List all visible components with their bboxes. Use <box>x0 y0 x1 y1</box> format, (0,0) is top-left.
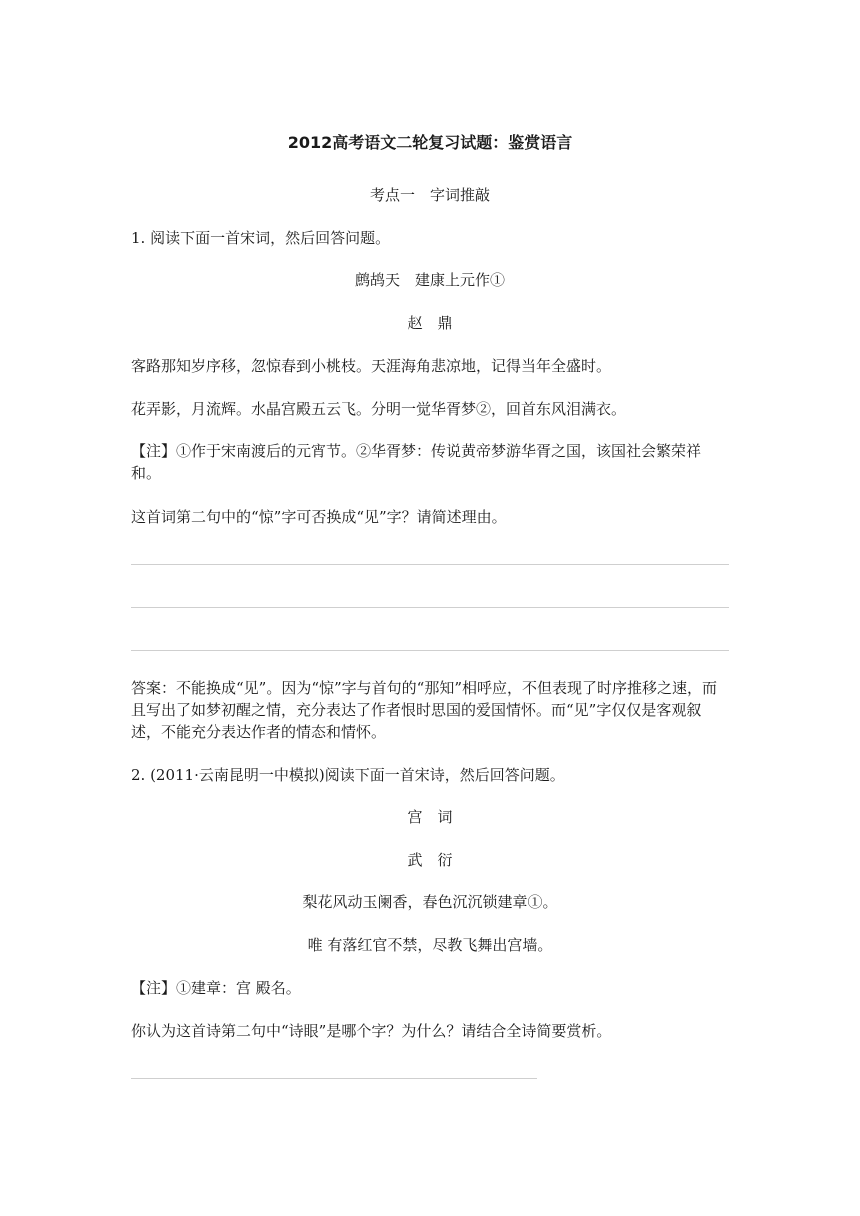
answer-line-1 <box>131 564 729 565</box>
q1-poem-title: 鹧鸪天 建康上元作① <box>354 271 505 289</box>
q1-prompt: 1. 阅读下面一首宋词，然后回答问题。 <box>131 229 391 247</box>
q1-poem-line-1: 客路那知岁序移，忽惊春到小桃枝。天涯海角悲凉地，记得当年全盛时。 <box>131 357 612 375</box>
document-title: 2012高考语文二轮复习试题：鉴赏语言 <box>287 133 573 152</box>
q1-poem-line-2: 花弄影，月流辉。水晶宫殿五云飞。分明一觉华胥梦②，回首东风泪满衣。 <box>131 400 627 418</box>
q2-poem-line-1: 梨花风动玉阑香，春色沉沉锁建章①。 <box>302 893 558 911</box>
answer-line-4 <box>131 1078 537 1079</box>
section-heading: 考点一 字词推敲 <box>369 186 490 204</box>
q2-poem-title: 宫 词 <box>407 808 453 826</box>
answer-line-2 <box>131 607 729 608</box>
q2-prompt: 2. (2011·云南昆明一中模拟)阅读下面一首宋诗，然后回答问题。 <box>131 766 565 784</box>
q1-answer: 答案：不能换成“见”。因为“惊”字与首句的“那知”相呼应，不但表现了时序推移之速，而且写出了如梦初醒之情，充分表达了作者恨时思国的爱国情怀。而“见”字仅仅是客观叙述，不能充分表达作者的情态和情怀。 <box>131 679 718 741</box>
q2-question: 你认为这首诗第二句中“诗眼”是哪个字？为什么？请结合全诗简要赏析。 <box>131 1022 612 1040</box>
q2-note: 【注】①建章：宫 殿名。 <box>131 979 301 997</box>
q2-poem-line-2: 唯 有落红官不禁，尽教飞舞出宫墙。 <box>307 936 553 954</box>
q1-note: 【注】①作于宋南渡后的元宵节。②华胥梦：传说黄帝梦游华胥之国，该国社会繁荣祥和。 <box>131 442 702 482</box>
q1-question: 这首词第二句中的“惊”字可否换成“见”字？请简述理由。 <box>131 508 507 526</box>
answer-line-3 <box>131 650 729 651</box>
q1-author: 赵 鼎 <box>407 314 453 332</box>
q2-author: 武 衍 <box>407 851 453 869</box>
